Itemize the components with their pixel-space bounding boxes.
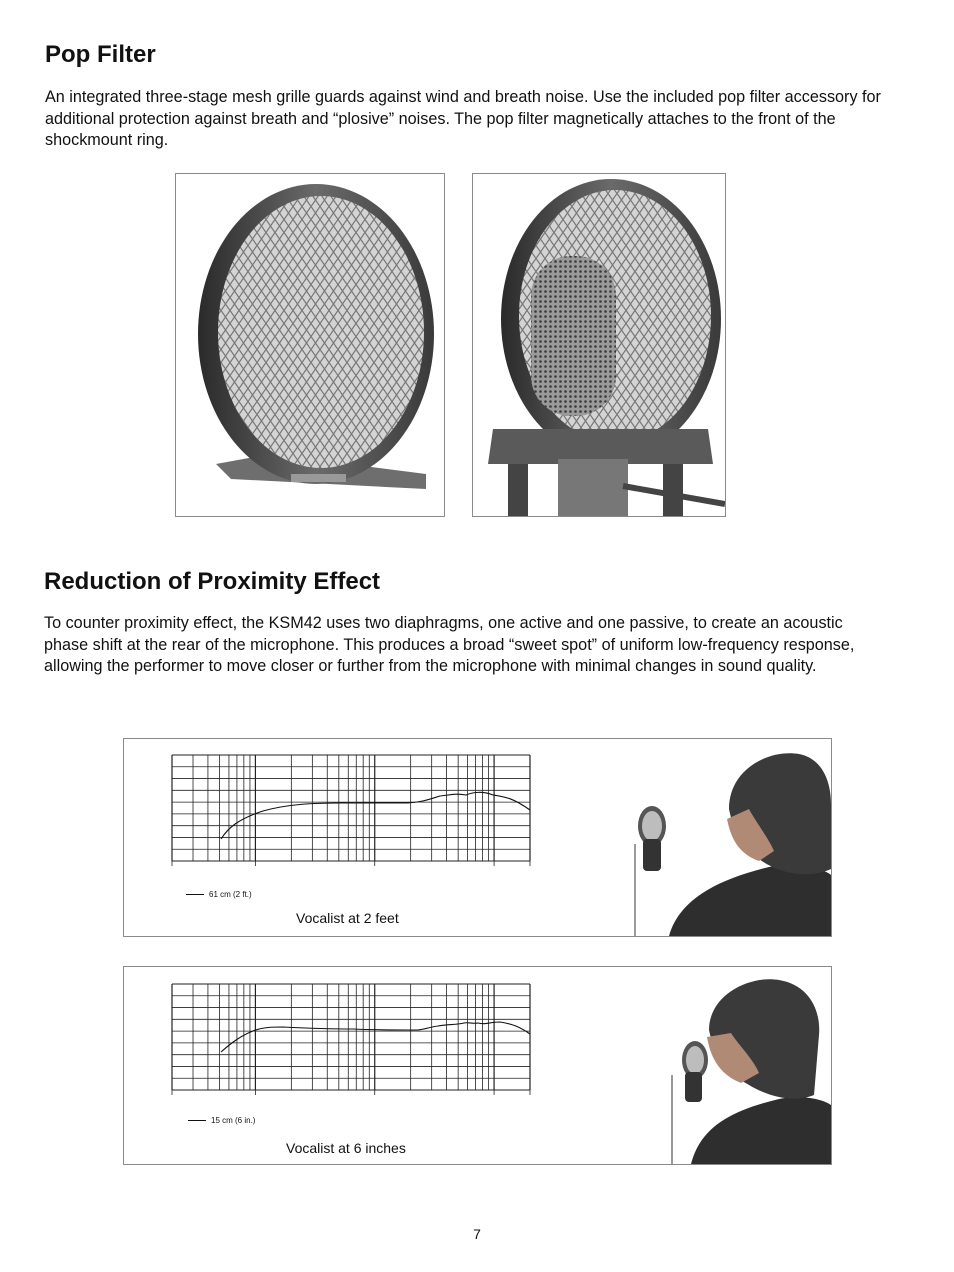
frequency-response-graph-2ft [168,753,538,881]
panel-caption: Vocalist at 6 inches [286,1140,406,1156]
graph-grid [172,755,530,866]
proximity-description: To counter proximity effect, the KSM42 uses two diaphragms, one active and one passive, to create an acoustic phase shift at the rear of the microphone. This produces a broad “sweet spot” of uniform low-frequency response, allowing the performer to move closer or further from the microphone with minimal changes in sound quality. [44,614,855,675]
graph-legend [188,1116,255,1125]
frequency-response-graph-6in [168,982,538,1110]
pop-filter-photo [175,173,445,517]
panel-caption: Vocalist at 2 feet [296,910,399,926]
legend-line [186,894,204,895]
response-panel-2ft [123,738,832,937]
vocalist-close-to-microphone-figure [609,975,831,1164]
legend-line [188,1120,206,1121]
section-title-proximity: Reduction of Proximity Effect [44,568,381,595]
graph-legend [186,890,252,899]
page-number: 7 [473,1226,481,1242]
response-panel-6in [123,966,832,1165]
legend-label: 61 cm (2 ft.) [209,890,252,899]
pop-filter-icon [176,174,444,516]
pop-filter-mounted-photo [472,173,726,517]
response-curve-2ft [221,792,530,839]
pop-filter-mounted-icon [473,174,725,516]
pop-filter-description: An integrated three-stage mesh grille guards against wind and breath noise. Use the included pop filter accessory for additional protection against breath and “plosive” noises. The pop filter magnetically attaches to the front of the shockmount ring. [45,88,881,149]
section-title-pop-filter: Pop Filter [45,41,156,68]
legend-label: 15 cm (6 in.) [211,1116,256,1125]
graph-grid [172,984,530,1095]
vocalist-with-microphone-figure [609,749,831,936]
response-curve-6in [221,1022,530,1052]
